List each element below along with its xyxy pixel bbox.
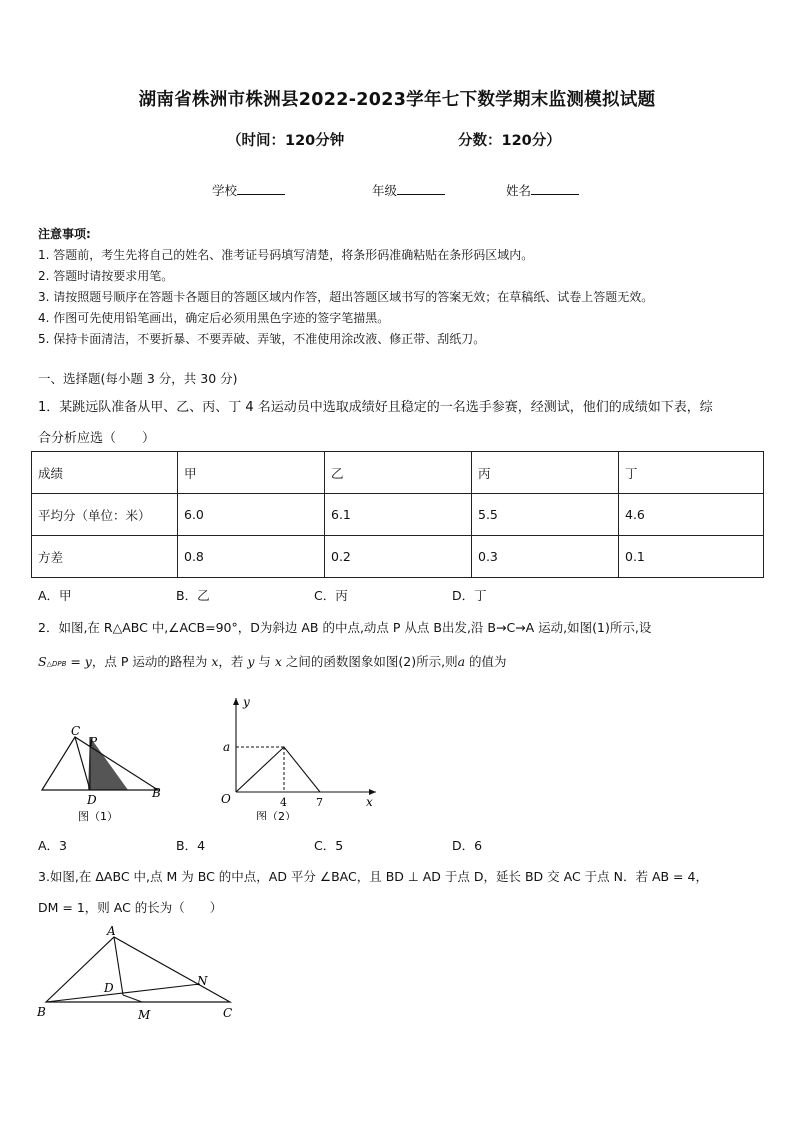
math-s: S [38, 654, 47, 669]
label-d: D [104, 981, 114, 995]
label-y: y [243, 695, 250, 709]
school-label: 学校 [212, 183, 238, 198]
math-subscript: △DPB [46, 660, 67, 668]
exam-time: （时间：120分钟 [227, 133, 345, 149]
table-row [32, 536, 764, 578]
math-var: x [211, 654, 219, 669]
label-x: x [366, 795, 373, 809]
label-a: A [107, 924, 116, 938]
segment-bn [46, 984, 200, 1002]
option-b[interactable]: B．4 [176, 838, 206, 853]
label-o: O [221, 792, 231, 806]
label-n: N [197, 974, 208, 988]
figure-3-triangle [34, 922, 244, 1027]
name-field[interactable] [506, 181, 579, 199]
table-cell: 丙 [472, 452, 619, 494]
table-cell: 平均分（单位：米） [32, 494, 178, 536]
score-table [31, 451, 764, 578]
table-cell: 6.0 [178, 494, 325, 536]
triangle-abc [46, 937, 230, 1002]
q3-text-line2: DM = 1，则 AC 的长为（ ） [38, 900, 223, 915]
option-c[interactable]: C．5 [314, 838, 344, 853]
option-d[interactable]: D．丁 [452, 588, 487, 603]
grade-field[interactable] [372, 181, 445, 199]
option-a[interactable]: A．3 [38, 838, 68, 853]
segment-ad [114, 937, 123, 995]
grade-label: 年级 [372, 183, 398, 198]
table-row [32, 494, 764, 536]
text-run: 之间的函数图象如图(2)所示,则 [281, 654, 458, 669]
graph-line [236, 747, 320, 792]
table-cell: 乙 [325, 452, 472, 494]
note-item: 5. 保持卡面清洁，不要折暴、不要弄破、弄皱，不准使用涂改液、修正带、刮纸刀。 [38, 332, 486, 346]
q2-text-line1: 2．如图,在 R△ABC 中,∠ACB=90°，D为斜边 AB 的中点,动点 P 从点 B出发,沿 B→C→A 运动,如图(1)所示,设 [38, 620, 652, 635]
text-run: 与 [254, 654, 275, 669]
segment-dm [123, 995, 142, 1002]
math-var: a [457, 654, 466, 669]
text-run: ，点 P 运动的路程为 [91, 654, 212, 669]
tick-4: 4 [280, 796, 287, 809]
table-cell: 0.2 [325, 536, 472, 578]
math-eq: = y [66, 654, 92, 669]
q2-text-line2 [38, 652, 507, 670]
tick-7: 7 [316, 796, 323, 809]
table-cell: 方差 [32, 536, 178, 578]
label-d: D [87, 793, 97, 807]
label-p: P [89, 735, 98, 749]
note-item: 1. 答题前，考生先将自己的姓名、准考证号码填写清楚，将条形码准确粘贴在条形码区域内。 [38, 248, 534, 262]
text-run: ，若 [218, 654, 248, 669]
label-b: B [152, 786, 161, 800]
label-c: C [223, 1006, 233, 1020]
caption-fig1: 图（1） [78, 810, 118, 822]
figure-1-triangle [38, 722, 173, 822]
label-c: C [71, 724, 81, 738]
exam-score: 分数：120分） [458, 133, 561, 149]
q3-text-line1: 3.如图,在 ΔABC 中,点 M 为 BC 的中点，AD 平分 ∠BAC，且 BD ⊥ AD 于点 D，延长 BD 交 AC 于点 N．若 AB = 4， [38, 869, 708, 884]
name-label: 姓名 [506, 183, 532, 198]
table-cell: 5.5 [472, 494, 619, 536]
label-b: B [37, 1005, 46, 1019]
caption-fig2: 图（2） [256, 810, 296, 820]
table-cell: 0.1 [619, 536, 764, 578]
text-run: 的值为 [465, 654, 507, 669]
note-item: 4. 作图可先使用铅笔画出，确定后必须用黑色字迹的签字笔描黑。 [38, 311, 390, 325]
q1-text-line2: 合分析应选（ ） [38, 431, 156, 446]
figure-2-graph [214, 692, 384, 820]
notes-heading: 注意事项: [38, 227, 91, 241]
option-a[interactable]: A．甲 [38, 588, 72, 603]
table-header-row [32, 452, 764, 494]
section-title: 一、选择题(每小题 3 分，共 30 分) [38, 371, 238, 386]
table-cell: 0.8 [178, 536, 325, 578]
note-item: 2. 答题时请按要求用笔。 [38, 269, 174, 283]
label-a: a [223, 740, 231, 754]
q1-text-line1: 1．某跳远队准备从甲、乙、丙、丁 4 名运动员中选取成绩好且稳定的一名选手参赛，经测试，他们的成绩如下表，综 [38, 400, 713, 415]
notes-block [38, 224, 653, 350]
table-cell: 成绩 [32, 452, 178, 494]
note-item: 3. 请按照题号顺序在答题卡各题目的答题区域内作答，超出答题区域书写的答案无效；在草稿纸、试卷上答题无效。 [38, 290, 654, 304]
table-cell: 丁 [619, 452, 764, 494]
table-cell: 6.1 [325, 494, 472, 536]
option-b[interactable]: B．乙 [176, 588, 210, 603]
table-cell: 0.3 [472, 536, 619, 578]
label-m: M [138, 1008, 151, 1022]
table-cell: 4.6 [619, 494, 764, 536]
option-d[interactable]: D．6 [452, 838, 483, 853]
math-var: y [247, 654, 255, 669]
page-title: 湖南省株洲市株洲县2022-2023学年七下数学期末监测模拟试题 [138, 90, 656, 110]
option-c[interactable]: C．丙 [314, 588, 348, 603]
school-field[interactable] [212, 181, 285, 199]
table-cell: 甲 [178, 452, 325, 494]
math-var: x [274, 654, 282, 669]
y-arrow [233, 698, 239, 705]
